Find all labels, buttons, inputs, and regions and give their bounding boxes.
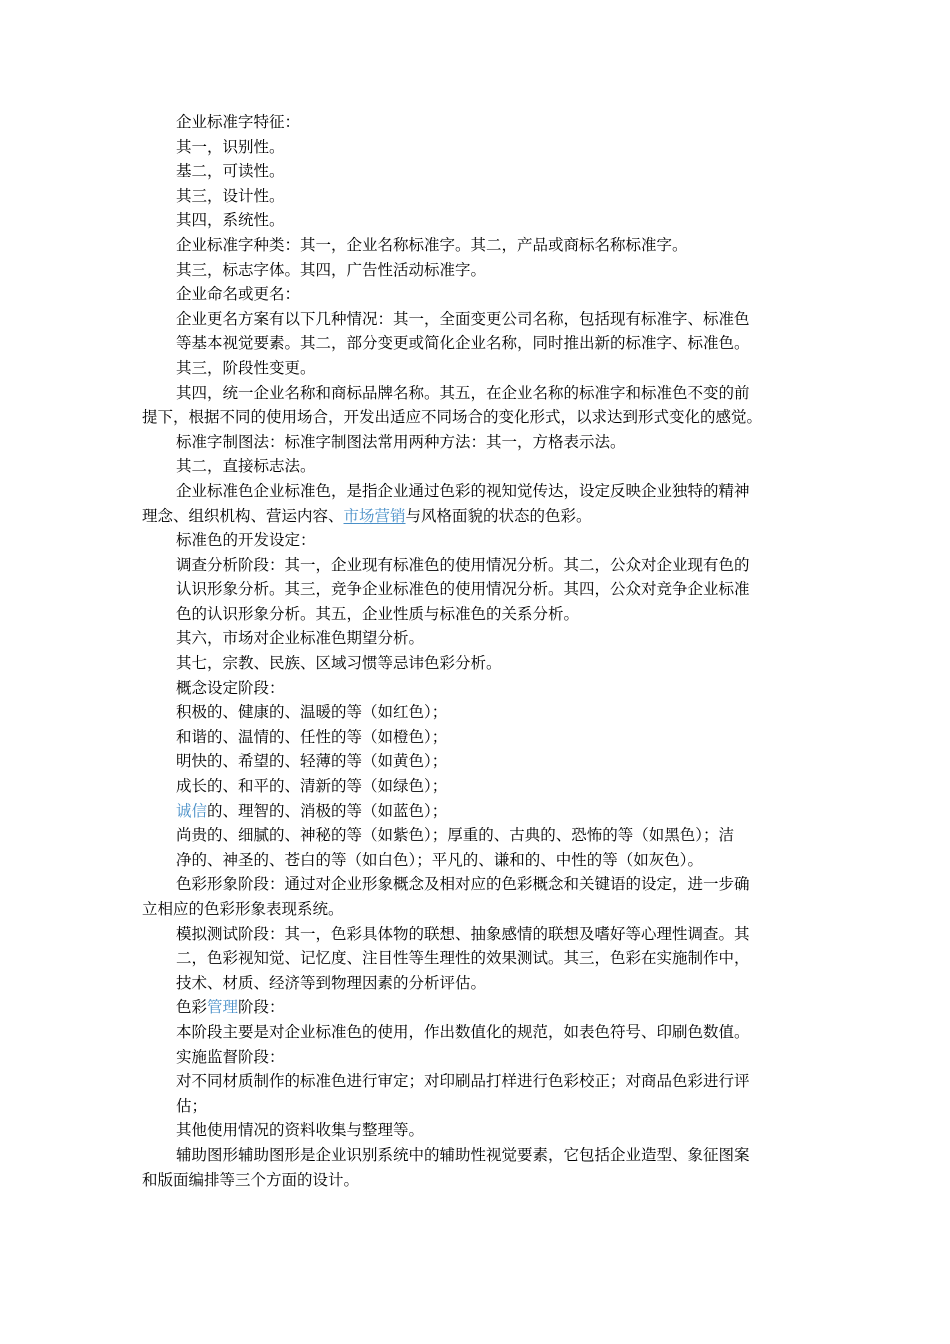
text-line: 对不同材质制作的标准色进行审定；对印刷品打样进行色彩校正；对商品色彩进行评 [176,1072,750,1091]
text-line: 色的认识形象分析。其五，企业性质与标准色的关系分析。 [176,604,580,623]
text-line: 成长的、和平的、清新的等（如绿色）； [176,777,448,796]
text-line: 其二，直接标志法。 [176,457,316,476]
text-line: 其七，宗教、民族、区域习惯等忌讳色彩分析。 [176,654,502,673]
text-line: 尚贵的、细腻的、神秘的等（如紫色）；厚重的、古典的、恐怖的等（如黑色）；洁 [176,826,735,845]
integrity-link[interactable]: 诚信 [176,801,208,820]
text-line: 企业标准字种类：其一，企业名称标准字。其二，产品或商标名称标准字。 [176,235,688,254]
text-line: 标准色的开发设定： [176,531,316,550]
text-line [142,799,812,824]
text-line: 企业更名方案有以下几种情况：其一，全面变更公司名称，包括现有标准字、标准色 [176,309,750,328]
document-body [142,110,812,1192]
text-line: 基二，可读性。 [176,162,285,181]
text-line: 明快的、希望的、轻薄的等（如黄色）； [176,752,448,771]
text-line: 其六，市场对企业标准色期望分析。 [176,629,425,648]
text-line: 实施监督阶段： [176,1047,285,1066]
text-line [142,995,812,1020]
text-segment: 理念、组织机构、营运内容、 [142,506,344,525]
text-segment: 色彩 [176,998,208,1017]
text-segment: 与风格面貌的状态的色彩。 [405,506,592,525]
text-line: 其三，设计性。 [176,186,285,205]
market-marketing-link[interactable]: 市场营销 [343,506,406,525]
text-line: 和版面编排等三个方面的设计。 [142,1170,360,1189]
text-line: 企业命名或更名： [176,285,301,304]
text-line: 净的、神圣的、苍白的等（如白色）；平凡的、谦和的、中性的等（如灰色）。 [176,850,704,869]
text-line: 色彩形象阶段：通过对企业形象概念及相对应的色彩概念和关键语的设定，进一步确 [176,875,750,894]
text-line: 其三，阶段性变更。 [176,358,316,377]
text-line: 认识形象分析。其三，竞争企业标准色的使用情况分析。其四，公众对竞争企业标准 [176,580,750,599]
text-line: 标准字制图法：标准字制图法常用两种方法：其一，方格表示法。 [176,432,626,451]
text-line: 调查分析阶段：其一，企业现有标准色的使用情况分析。其二，公众对企业现有色的 [176,555,750,574]
text-line: 其三，标志字体。其四，广告性活动标准字。 [176,260,487,279]
text-line: 其四，系统性。 [176,211,285,230]
management-link[interactable]: 管理 [207,998,239,1017]
text-line: 二，色彩视知觉、记忆度、注目性等生理性的效果测试。其三，色彩在实施制作中， [176,949,750,968]
text-line: 立相应的色彩形象表现系统。 [142,900,344,918]
text-segment: 阶段： [238,998,285,1017]
text-line: 企业标准色企业标准色，是指企业通过色彩的视知觉传达，设定反映企业独特的精神 [176,481,750,500]
text-line: 模拟测试阶段：其一，色彩具体物的联想、抽象感情的联想及嗜好等心理性调查。其 [176,924,750,943]
text-segment: 的、理智的、消极的等（如蓝色）； [207,801,448,820]
text-line: 其一，识别性。 [176,137,285,156]
text-line: 本阶段主要是对企业标准色的使用，作出数值化的规范，如表色符号、印刷色数值。 [176,1022,750,1041]
text-line: 概念设定阶段： [176,678,285,697]
text-line: 和谐的、温情的、任性的等（如橙色）； [176,727,448,746]
text-line: 技术、材质、经济等到物理因素的分析评估。 [176,973,487,992]
text-line: 其四，统一企业名称和商标品牌名称。其五，在企业名称的标准字和标准色不变的前 [176,383,750,402]
text-line: 其他使用情况的资料收集与整理等。 [176,1121,425,1140]
text-line: 积极的、健康的、温暖的等（如红色）； [176,703,448,722]
text-line: 估； [176,1096,208,1115]
text-line [142,504,812,529]
text-line: 企业标准字特征： [176,113,301,131]
text-line: 等基本视觉要素。其二，部分变更或简化企业名称，同时推出新的标准字、标准色。 [176,334,750,353]
text-line: 提下，根据不同的使用场合，开发出适应不同场合的变化形式，以求达到形式变化的感觉。 [142,408,763,427]
text-line: 辅助图形辅助图形是企业识别系统中的辅助性视觉要素，它包括企业造型、象征图案 [176,1145,750,1164]
